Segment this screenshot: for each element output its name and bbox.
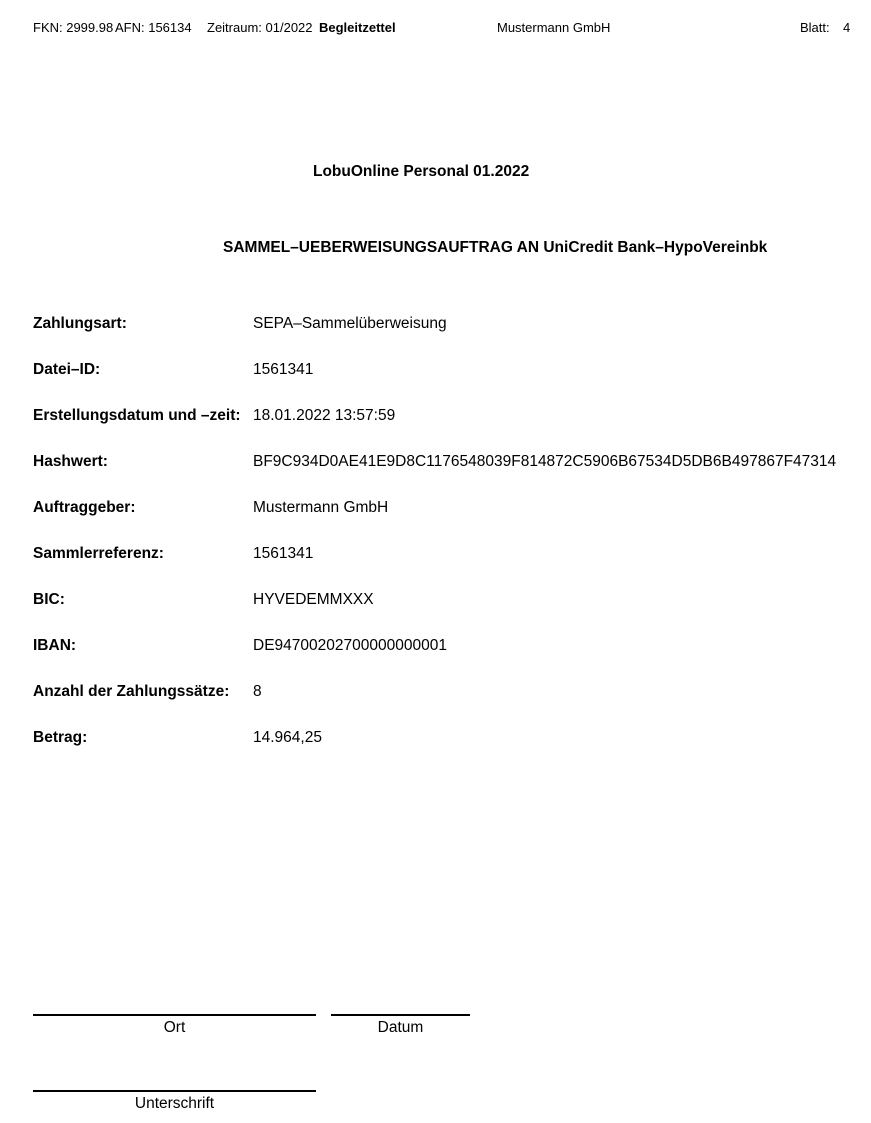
signature-label-ort: Ort — [163, 1019, 186, 1036]
field-value: 1561341 — [253, 545, 314, 562]
field-value: Mustermann GmbH — [253, 499, 389, 516]
signature-label-unterschrift: Unterschrift — [134, 1095, 215, 1112]
signature-label-datum: Datum — [377, 1019, 424, 1036]
field-label: Hashwert: — [33, 453, 108, 470]
field-label: Zahlungsart: — [33, 315, 127, 332]
field-row-hashwert — [0, 453, 871, 473]
program-title: LobuOnline Personal 01.2022 — [313, 163, 530, 180]
header-blatt-number: 4 — [843, 20, 851, 35]
field-row-iban — [0, 637, 871, 657]
field-row-betrag — [0, 729, 871, 749]
field-label: Datei–ID: — [33, 361, 101, 378]
header-fkn: FKN: 2999.98 — [33, 20, 114, 35]
field-label: Betrag: — [33, 729, 88, 746]
field-row-anzahl — [0, 683, 871, 703]
field-label: Erstellungsdatum und –zeit: — [33, 407, 241, 424]
order-title: SAMMEL–UEBERWEISUNGSAUFTRAG AN UniCredit Bank–HypoVereinbk — [223, 239, 768, 256]
field-value: 14.964,25 — [253, 729, 322, 746]
signature-line-ort — [33, 1014, 316, 1016]
header-company: Mustermann GmbH — [497, 20, 611, 35]
signature-line-unterschrift — [33, 1090, 316, 1092]
field-value: HYVEDEMMXXX — [253, 591, 374, 608]
header-blatt-label: Blatt: — [800, 20, 830, 35]
field-label: Sammlerreferenz: — [33, 545, 164, 562]
field-value: DE94700202700000000001 — [253, 637, 447, 654]
field-value: 8 — [253, 683, 262, 700]
field-row-bic — [0, 591, 871, 611]
header-afn: AFN: 156134 — [115, 20, 192, 35]
field-label: IBAN: — [33, 637, 77, 654]
header-doc-type: Begleitzettel — [319, 20, 396, 35]
field-value: 18.01.2022 13:57:59 — [253, 407, 396, 424]
field-row-datei-id — [0, 361, 871, 381]
field-label: BIC: — [33, 591, 65, 608]
field-value: 1561341 — [253, 361, 314, 378]
field-row-sammlerreferenz — [0, 545, 871, 565]
field-row-auftraggeber — [0, 499, 871, 519]
field-label: Auftraggeber: — [33, 499, 136, 516]
field-label: Anzahl der Zahlungssätze: — [33, 683, 230, 700]
field-row-erstellungsdatum — [0, 407, 871, 427]
field-value: BF9C934D0AE41E9D8C1176548039F814872C5906B67534D5DB6B497867F47314 — [253, 453, 837, 470]
field-value: SEPA–Sammelüberweisung — [253, 315, 447, 332]
header-zeitraum: Zeitraum: 01/2022 — [207, 20, 313, 35]
field-row-zahlungsart — [0, 315, 871, 335]
signature-line-datum — [331, 1014, 470, 1016]
